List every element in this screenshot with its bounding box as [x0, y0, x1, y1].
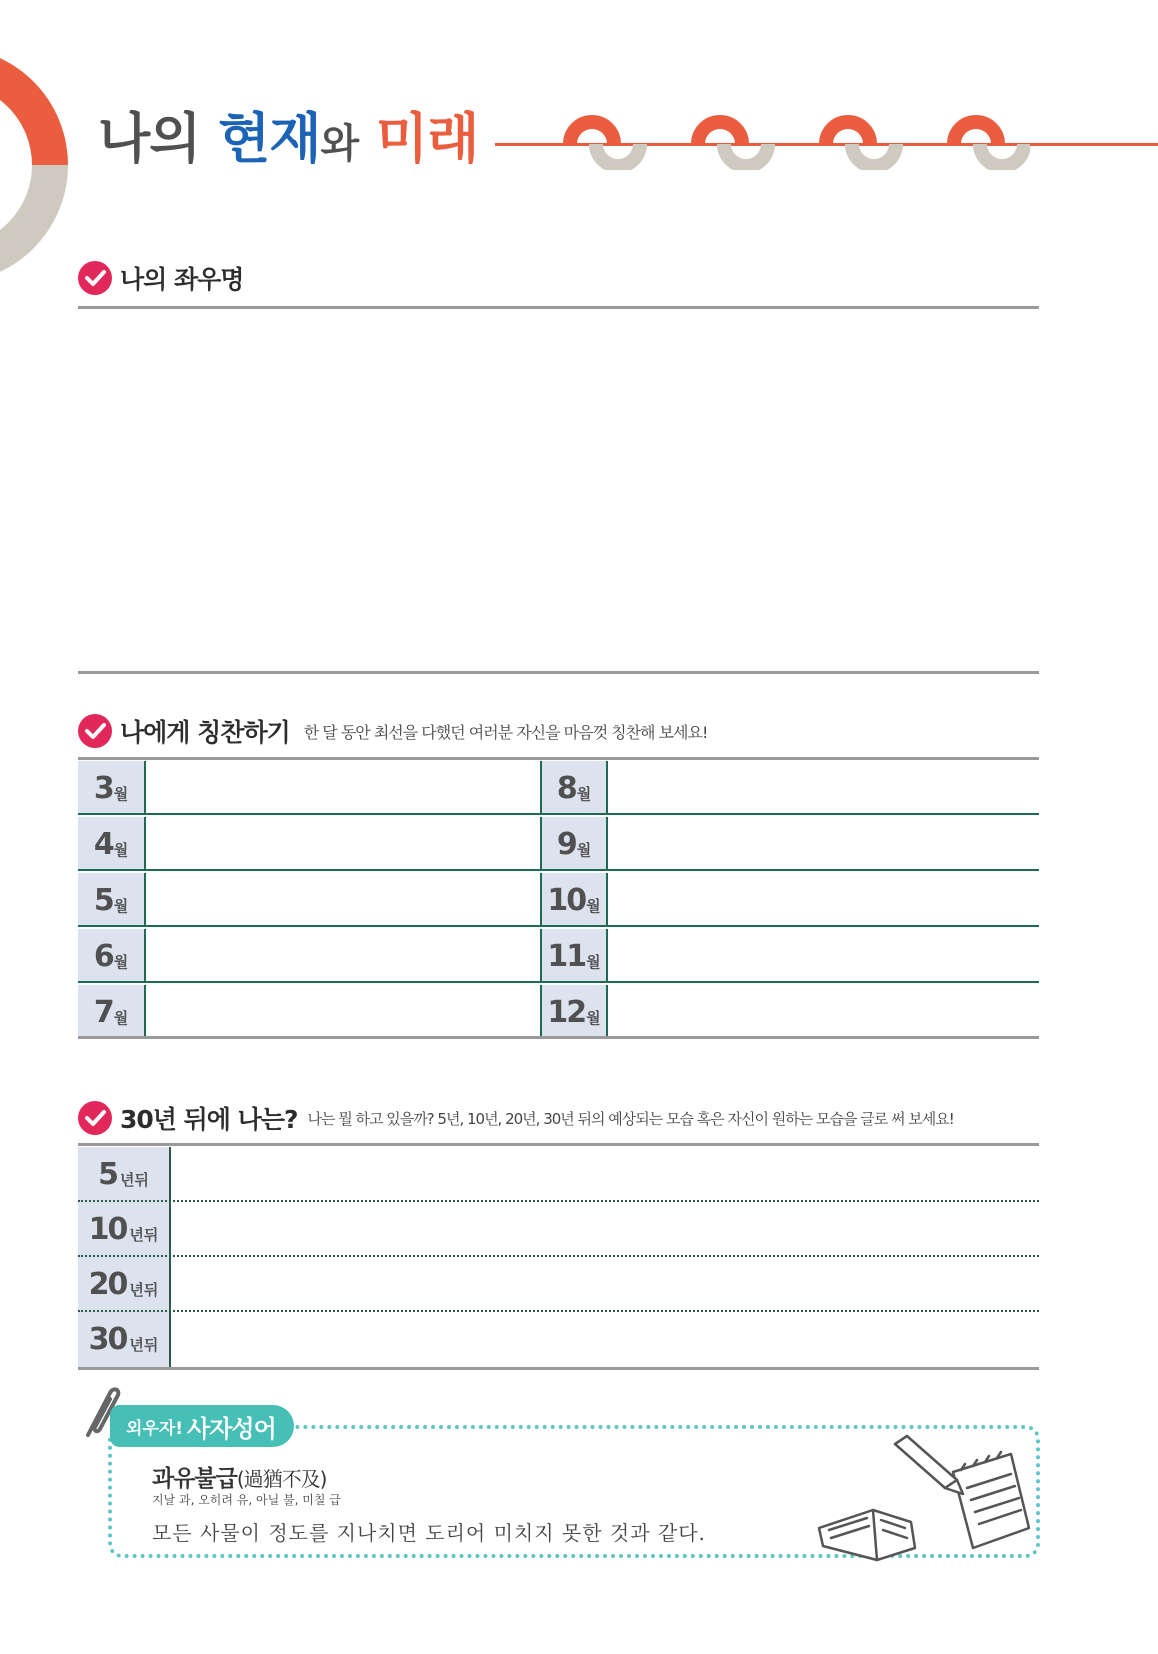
check-icon — [78, 1101, 112, 1135]
month-number: 3 — [93, 770, 113, 806]
check-icon — [78, 261, 112, 295]
row-divider — [78, 813, 1039, 815]
idiom-word — [152, 1460, 326, 1493]
future-top-rule — [78, 1143, 1039, 1146]
motto-writing-area[interactable] — [78, 312, 1039, 668]
future-bottom-rule — [78, 1367, 1039, 1370]
month-label — [78, 985, 146, 1039]
month-unit: 월 — [113, 784, 129, 803]
praise-input-left[interactable] — [148, 817, 538, 869]
year-number: 20 — [88, 1267, 127, 1302]
month-label — [540, 873, 608, 927]
table-row — [78, 985, 1039, 1039]
praise-input-left[interactable] — [148, 985, 538, 1037]
motto-header — [78, 260, 243, 296]
future-subtitle: 나는 뭘 하고 있을까? 5년, 10년, 20년, 30년 뒤의 예상되는 모습 혹은 자신이 원하는 모습을 글로 써 보세요! — [307, 1109, 954, 1128]
praise-input-right[interactable] — [610, 817, 1039, 869]
month-unit: 월 — [586, 1008, 601, 1027]
praise-top-rule — [78, 757, 1039, 760]
month-label — [78, 817, 146, 871]
decorative-half-circle — [0, 45, 70, 285]
table-row — [78, 929, 1039, 983]
praise-input-right[interactable] — [610, 761, 1039, 813]
idiom-korean: 과유불급 — [152, 1466, 237, 1492]
month-number: 12 — [547, 994, 586, 1030]
month-label — [78, 761, 146, 815]
praise-header — [78, 713, 707, 749]
year-label — [78, 1257, 171, 1312]
idiom-gloss: 지날 과, 오히려 유, 아닐 불, 미칠 급 — [152, 1493, 341, 1507]
year-unit: 년뒤 — [129, 1226, 159, 1244]
motto-top-rule — [78, 306, 1039, 309]
future-input[interactable] — [173, 1147, 1039, 1200]
idiom-meaning: 모든 사물이 정도를 지나치면 도리어 미치지 못한 것과 같다. — [152, 1521, 706, 1545]
table-row — [78, 1202, 1039, 1257]
table-row — [78, 817, 1039, 871]
month-label — [78, 929, 146, 983]
row-divider — [78, 869, 1039, 871]
year-label — [78, 1147, 171, 1202]
table-row — [78, 1147, 1039, 1202]
month-unit: 월 — [113, 1008, 129, 1027]
row-divider — [78, 981, 1039, 983]
month-unit: 월 — [586, 952, 601, 971]
table-row — [78, 1257, 1039, 1312]
ring-chain-decoration — [560, 110, 1030, 170]
future-input[interactable] — [173, 1202, 1039, 1255]
year-unit: 년뒤 — [129, 1281, 159, 1299]
praise-input-right[interactable] — [610, 985, 1039, 1037]
month-label — [540, 761, 608, 815]
month-label — [540, 985, 608, 1039]
title-part-4: 미래 — [375, 107, 479, 170]
book-pencil-illustration-icon — [815, 1432, 1030, 1562]
year-number: 5 — [98, 1157, 117, 1192]
idiom-tag — [110, 1405, 294, 1447]
title-part-2: 현재 — [218, 107, 321, 170]
month-unit: 월 — [576, 784, 592, 803]
table-row — [78, 761, 1039, 815]
idiom-hanja: (過猶不及) — [236, 1467, 327, 1491]
month-number: 11 — [547, 938, 586, 974]
month-number: 5 — [93, 882, 113, 918]
row-divider — [78, 1036, 1039, 1039]
table-row — [78, 873, 1039, 927]
year-number: 30 — [88, 1322, 127, 1357]
idiom-tag-small: 외우자! — [126, 1418, 184, 1439]
praise-input-left[interactable] — [148, 929, 538, 981]
month-unit: 월 — [576, 840, 592, 859]
month-unit: 월 — [113, 896, 129, 915]
title-part-3: 와 — [320, 121, 359, 167]
year-number: 10 — [88, 1212, 127, 1247]
month-label — [540, 929, 608, 983]
year-unit: 년뒤 — [129, 1336, 159, 1354]
month-number: 10 — [547, 882, 586, 918]
motto-bottom-rule — [78, 671, 1039, 674]
praise-table — [78, 761, 1039, 1039]
praise-input-left[interactable] — [148, 873, 538, 925]
month-unit: 월 — [113, 952, 129, 971]
table-row — [78, 1312, 1039, 1367]
motto-title: 나의 좌우명 — [120, 265, 244, 294]
praise-subtitle: 한 달 동안 최선을 다했던 여러분 자신을 마음껏 칭찬해 보세요! — [303, 722, 708, 742]
month-number: 7 — [93, 994, 113, 1030]
future-input[interactable] — [173, 1312, 1039, 1365]
year-unit: 년뒤 — [119, 1171, 149, 1189]
month-number: 4 — [93, 826, 113, 862]
future-table — [78, 1147, 1039, 1369]
month-unit: 월 — [113, 840, 129, 859]
future-title: 30년 뒤에 나는? — [120, 1105, 298, 1134]
check-icon — [78, 714, 112, 748]
title-part-1: 나의 — [98, 107, 201, 170]
idiom-tag-big: 사자성어 — [187, 1414, 276, 1443]
praise-title: 나에게 칭찬하기 — [120, 718, 290, 747]
year-label — [78, 1312, 171, 1367]
month-number: 9 — [556, 826, 576, 862]
future-header — [78, 1100, 954, 1136]
month-label — [540, 817, 608, 871]
month-number: 6 — [93, 938, 113, 974]
praise-input-right[interactable] — [610, 929, 1039, 981]
month-number: 8 — [556, 770, 576, 806]
future-input[interactable] — [173, 1257, 1039, 1310]
praise-input-left[interactable] — [148, 761, 538, 813]
month-label — [78, 873, 146, 927]
page-title — [98, 107, 479, 170]
row-divider — [78, 925, 1039, 927]
year-label — [78, 1202, 171, 1257]
month-unit: 월 — [586, 896, 601, 915]
praise-input-right[interactable] — [610, 873, 1039, 925]
